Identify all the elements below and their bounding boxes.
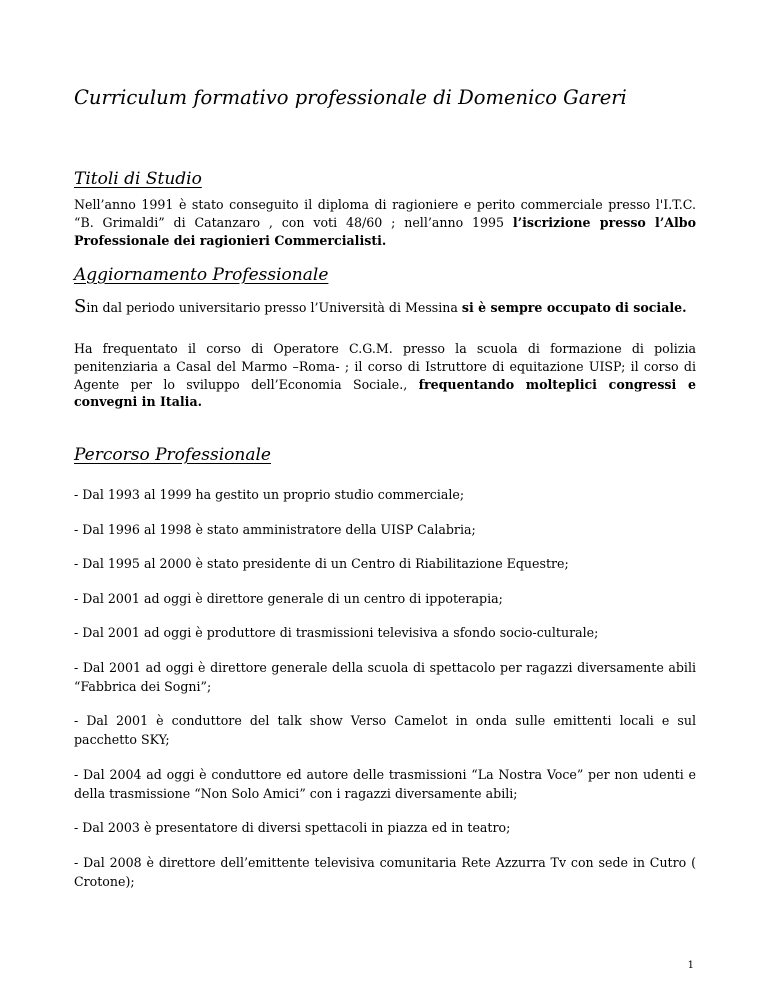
list-item: - Dal 2001 è conduttore del talk show Verso Camelot in onda sulle emittenti locali e sul pacchetto SKY;	[74, 713, 696, 747]
titoli-text-plain: Nell’anno 1991 è stato conseguito il diploma di ragioniere e perito commerciale presso l'I.T.C. “B. Grimaldi” di Catanzaro , con voti 48/60 ; nell’anno 1995	[74, 197, 696, 230]
section-heading-aggiornamento: Aggiornamento Professionale	[74, 265, 329, 285]
list-item: - Dal 1996 al 1998 è stato amministratore della UISP Calabria;	[74, 521, 476, 537]
aggiornamento-line2-bold: frequentando molteplici congressi e convegni in Italia.	[74, 376, 696, 410]
list-item: - Dal 2001 ad oggi è direttore generale di un centro di ippoterapia;	[74, 590, 503, 606]
list-item: - Dal 2004 ad oggi è conduttore ed autore delle trasmissioni “La Nostra Voce” per non udenti e della trasmissione “Non Solo Amici” con i ragazzi diversamente abili;	[74, 766, 696, 801]
list-item: - Dal 1995 al 2000 è stato presidente di un Centro di Riabilitazione Equestre;	[74, 556, 569, 571]
section-heading-percorso: Percorso Professionale	[74, 445, 271, 465]
list-item: - Dal 2001 ad oggi è produttore di trasmissioni televisiva a sfondo socio-culturale;	[74, 625, 599, 640]
list-item: - Dal 2001 ad oggi è direttore generale della scuola di spettacolo per ragazzi diversamente abili “Fabbrica dei Sogni”;	[74, 659, 696, 694]
document-title: Curriculum formativo professionale di Domenico Gareri	[74, 86, 627, 109]
aggiornamento-line1-bold: si è sempre occupato di sociale.	[461, 300, 687, 315]
list-item: - Dal 2003 è presentatore di diversi spettacoli in piazza ed in teatro;	[74, 820, 511, 835]
titoli-text-bold: l’iscrizione presso l’Albo Professionale dei ragionieri Commercialisti.	[74, 214, 696, 248]
dropcap-letter: S	[74, 296, 87, 317]
percorso-list	[74, 485, 696, 906]
aggiornamento-paragraph-1	[74, 298, 696, 317]
titoli-paragraph	[74, 196, 696, 249]
section-heading-titoli: Titoli di Studio	[74, 169, 202, 189]
page-number: 1	[687, 960, 694, 971]
aggiornamento-paragraph-2	[74, 340, 696, 411]
aggiornamento-line1-plain: in dal periodo universitario presso l’Università di Messina	[86, 300, 462, 315]
aggiornamento-line2-plain: Ha frequentato il corso di Operatore C.G.M. presso la scuola di formazione di polizia penitenziaria a Casal del Marmo –Roma- ; il corso di Istruttore di equitazione UISP; il corso di Agente per lo sviluppo dell’Economia Sociale.,	[74, 341, 696, 392]
list-item: - Dal 2008 è direttore dell’emittente televisiva comunitaria Rete Azzurra Tv con sede in Cutro ( Crotone);	[74, 854, 696, 889]
list-item: - Dal 1993 al 1999 ha gestito un proprio studio commerciale;	[74, 487, 465, 502]
